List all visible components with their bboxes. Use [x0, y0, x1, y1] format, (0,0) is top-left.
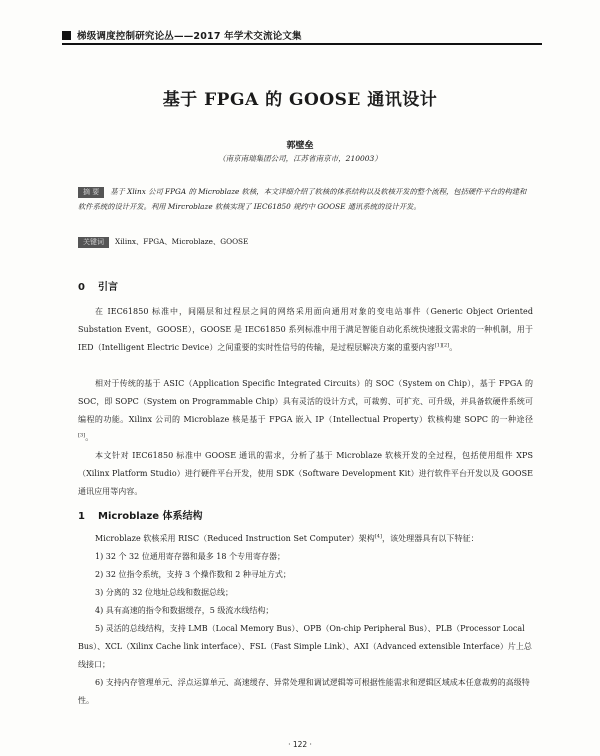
abstract-tag: 摘 要	[78, 187, 104, 198]
list-item: 2) 32 位指令系统，支持 3 个操作数和 2 种寻址方式；	[95, 570, 291, 579]
section-1-intro	[78, 530, 533, 548]
section-1-heading	[78, 507, 203, 522]
abstract-text: 基于 Xlinx 公司 FPGA 的 Microblaze 软核，本文详细介绍了软核的体系结构以及软核开发的整个流程，包括硬件平台的构建和软件系统的设计开发。利用 Mircroblaze 软核实现了 IEC61850 规约中 GOOSE 通讯系统的设计开发。	[78, 187, 527, 211]
section-0-paragraph-1	[78, 303, 533, 357]
abstract	[78, 184, 533, 214]
keywords-text: Xilinx、FPGA、Microblaze、GOOSE	[115, 237, 249, 246]
paragraph-text: 相对于传统的基于 ASIC（Application Specific Integrated Circuits）的 SOC（System on Chip），基于 FPGA 的 SOC，即 SOPC（System on Programmable Chip）具有灵活的设计方式，可裁剪、可扩充、可升级，并具备软硬件系统可编程的功能。Xilinx 公司的 Microblaze 核是基于 FPGA 嵌入 IP（Intellectual Property）软核构建 SOPC 的一种途径	[78, 379, 533, 424]
running-header	[62, 28, 542, 42]
header-text: 梯级调度控制研究论丛——2017 年学术交流论文集	[77, 31, 302, 42]
author-affiliation: （南京南瑞集团公司，江苏省南京市，210003）	[218, 154, 382, 163]
paragraph-end: 。	[449, 343, 458, 352]
paragraph-end: 。	[85, 433, 94, 442]
citation: [3]	[78, 432, 86, 439]
header-rule	[62, 43, 542, 45]
author-name: 郭壁垒	[286, 141, 314, 151]
paragraph-text: Microblaze 软核采用 RISC（Reduced Instruction Set Computer）架构	[95, 534, 375, 543]
keywords	[78, 234, 533, 249]
list-item: 3) 分离的 32 位地址总线和数据总线；	[95, 588, 234, 597]
section-0-heading	[78, 278, 118, 293]
paper-title: 基于 FPGA 的 GOOSE 通讯设计	[162, 90, 438, 110]
section-0-paragraph-3	[78, 447, 533, 501]
list-item: 6) 支持内存管理单元、浮点运算单元、高速缓存、异常处理和调试逻辑等可根据性能需求和逻辑区域成本任意裁剪的高级特性。	[78, 678, 530, 705]
page-number: · 122 ·	[288, 740, 312, 749]
keywords-tag: 关键词	[78, 237, 109, 248]
citation: [1][2]	[434, 342, 450, 349]
section-0-title: 引言	[98, 282, 118, 293]
paragraph-end: ，该处理器具有以下特征：	[382, 534, 479, 543]
section-1-number: 1	[78, 511, 85, 522]
list-item: 4) 具有高速的指令和数据缓存，5 级流水线结构；	[95, 606, 274, 615]
paragraph-text: 在 IEC61850 标准中，间隔层和过程层之间的网络采用面向通用对象的变电站事件（Generic Object Oriented Substation Event，GOOSE），GOOSE 是 IEC61850 系列标准中用于满足智能自动化系统快速报文需求的一种机制，用于 IED（Intelligent Electric Device）之间重要的实时性信号的传输，是过程层解决方案的重要内容	[78, 307, 533, 352]
section-0-number: 0	[78, 282, 85, 293]
list-item: 1) 32 个 32 位通用寄存器和最多 18 个专用寄存器；	[95, 552, 286, 561]
paragraph-text: 本文针对 IEC61850 标准中 GOOSE 通讯的需求，分析了基于 Microblaze 软核开发的全过程，包括使用组件 XPS（Xilinx Platform Studio）进行硬件平台开发，使用 SDK（Software Development Kit）进行软件平台开发以及 GOOSE 通讯应用等内容。	[78, 451, 533, 496]
citation: [4]	[374, 533, 383, 540]
list-item: 5) 灵活的总线结构，支持 LMB（Local Memory Bus）、OPB（On-chip Peripheral Bus）、PLB（Processor Local Bus）、XCL（Xilinx Cache link interface）、FSL（Fast Simple Link）、AXI（Advanced extensible Interface）片上总线接口；	[78, 624, 532, 669]
header-square-icon	[62, 31, 71, 40]
section-1-title: Microblaze 体系结构	[98, 511, 203, 522]
section-0-paragraph-2	[78, 375, 533, 447]
